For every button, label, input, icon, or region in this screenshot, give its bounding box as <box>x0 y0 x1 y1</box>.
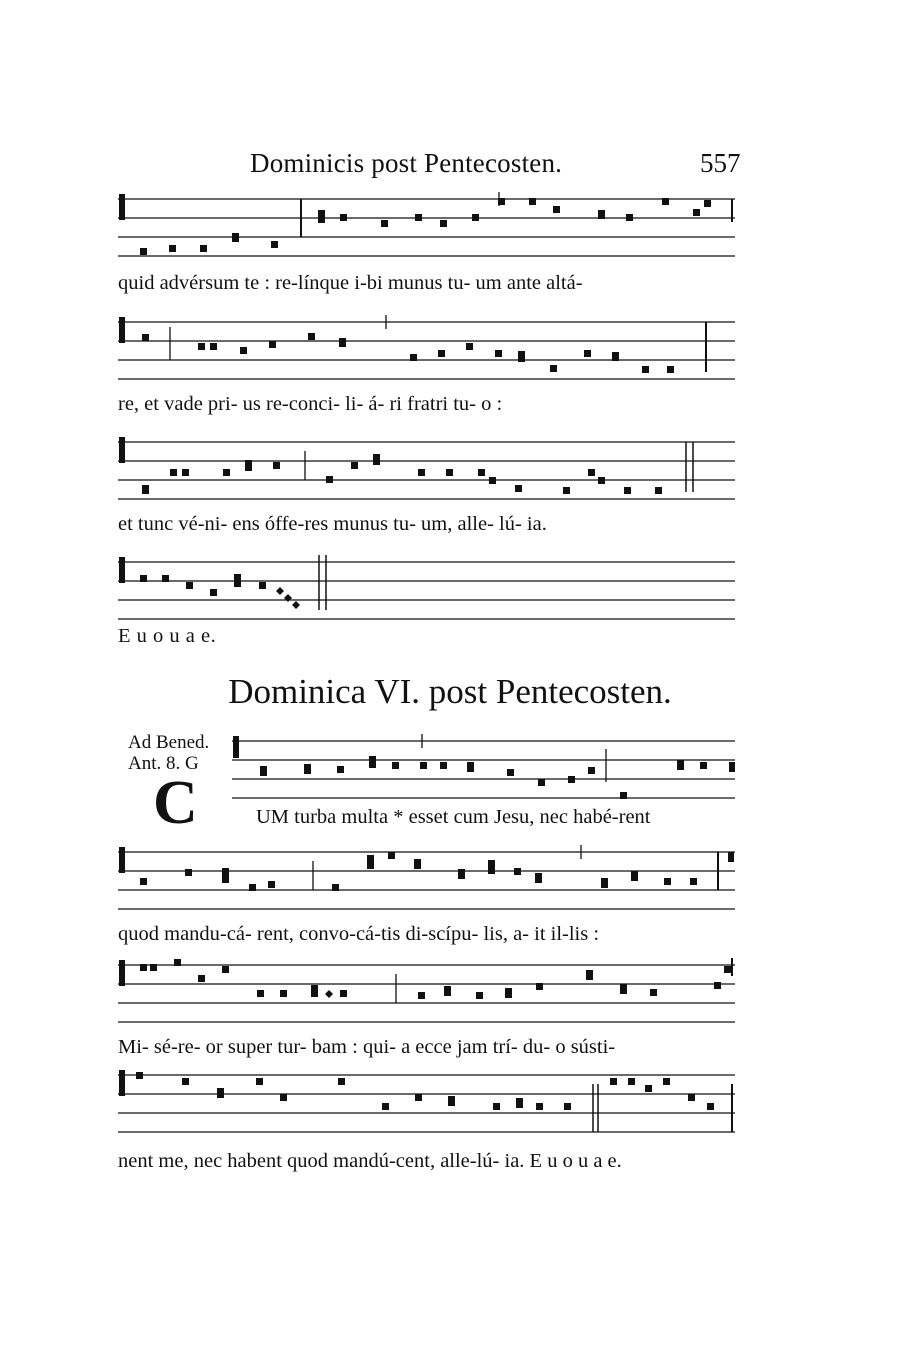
staff-lines-7 <box>118 958 735 1030</box>
music-staff <box>118 845 735 917</box>
lyric-line: quod mandu-cá- rent, convo-cá-tis di-scípu- lis, a- it il-lis : <box>118 923 600 945</box>
music-staff <box>118 192 735 264</box>
lyric-line: et tunc vé-ni- ens óffe-res munus tu- um, alle- lú- ia. <box>118 513 547 535</box>
antiphon-mode: Ant. 8. G <box>128 753 199 774</box>
staff-lines-1 <box>118 192 735 264</box>
lyric-line: nent me, nec habent quod mandú-cent, alle-lú- ia. E u o u a e. <box>118 1150 622 1172</box>
music-staff <box>118 555 735 627</box>
lyric-line: quid advérsum te : re-línque i-bi munus tu- um ante altá- <box>118 272 583 294</box>
drop-cap-initial: C <box>153 769 198 837</box>
music-staff <box>118 435 735 507</box>
page-number: 557 <box>700 148 741 178</box>
staff-lines-2 <box>118 315 735 387</box>
lyric-line: E u o u a e. <box>118 625 217 647</box>
lyric-line: re, et vade pri- us re-conci- li- á- ri fratri tu- o : <box>118 393 503 415</box>
lyric-line: Mi- sé-re- or super tur- bam : qui- a ecce jam trí- du- o sústi- <box>118 1036 616 1058</box>
music-staff <box>118 315 735 387</box>
music-staff <box>232 732 735 804</box>
antiphon-label: Ad Bened. <box>128 732 210 753</box>
section-title: Dominica VI. post Pentecosten. <box>228 672 672 711</box>
staff-lines-4 <box>118 555 735 627</box>
staff-lines-8 <box>118 1068 735 1140</box>
lyric-line: UM turba multa * esset cum Jesu, nec habé-rent <box>256 806 651 828</box>
music-staff <box>118 1068 735 1140</box>
staff-lines-3 <box>118 435 735 507</box>
running-head: Dominicis post Pentecosten. <box>250 148 563 178</box>
music-staff <box>118 958 735 1030</box>
staff-lines-6 <box>118 845 735 917</box>
staff-lines-5 <box>232 732 735 804</box>
